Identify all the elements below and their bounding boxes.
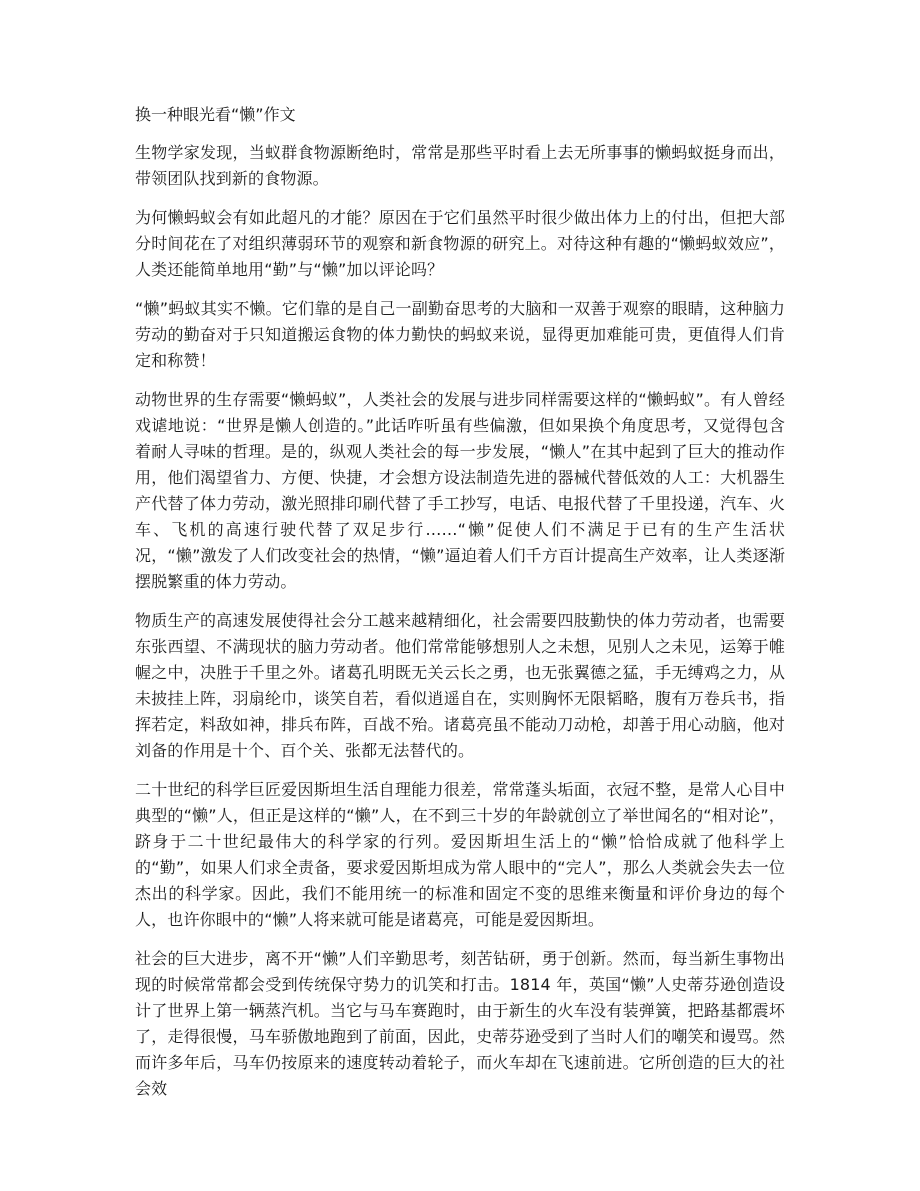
paragraph-7: 社会的巨大进步，离不开“懒”人们辛勤思考，刻苦钻研，勇于创新。然而，每当新生事物出现的时候常常都会受到传统保守势力的讥笑和打击。1814 年，英国“懒”人史蒂芬逊创造设计了世界上第一辆蒸汽机。当它与马车赛跑时，由于新生的火车没有装弹簧，把路基都震坏了，走得很慢，马车骄傲地跑到了前面，因此，史蒂芬逊受到了当时人们的嘲笑和谩骂。然而许多年后，马车仍按原来的速度转动着轮子，而火车却在飞速前进。它所创造的巨大的社会效 [135, 949, 785, 1098]
paragraph-2: 为何懒蚂蚁会有如此超凡的才能？原因在于它们虽然平时很少做出体力上的付出，但把大部分时间花在了对组织薄弱环节的观察和新食物源的研究上。对待这种有趣的“懒蚂蚁效应”，人类还能简单地用“勤”与“懒”加以评论吗？ [135, 208, 785, 279]
paragraph-4: 动物世界的生存需要“懒蚂蚁”，人类社会的发展与进步同样需要这样的“懒蚂蚁”。有人曾经戏谑地说：“世界是懒人创造的。”此话咋听虽有些偏激，但如果换个角度思考，又觉得包含着耐人寻味的哲理。是的，纵观人类社会的每一步发展，“懒人”在其中起到了巨大的推动作用，他们渴望省力、方便、快捷，才会想方设法制造先进的器械代替低效的人工：大机器生产代替了体力劳动，激光照排印刷代替了手工抄写，电话、电报代替了千里投递，汽车、火车、飞机的高速行驶代替了双足步行……“懒”促使人们不满足于已有的生产生活状况，“懒”激发了人们改变社会的热情，“懒”逼迫着人们千方百计提高生产效率，让人类逐渐摆脱繁重的体力劳动。 [135, 390, 785, 591]
paragraph-3: “懒”蚂蚁其实不懒。它们靠的是自己一副勤奋思考的大脑和一双善于观察的眼睛，这种脑力劳动的勤奋对于只知道搬运食物的体力勤快的蚂蚁来说，显得更加难能可贵，更值得人们肯定和称赞！ [135, 299, 785, 370]
page-title: 换一种眼光看“懒”作文 [135, 105, 296, 124]
paragraph-6: 二十世纪的科学巨匠爱因斯坦生活自理能力很差，常常蓬头垢面，衣冠不整，是常人心目中典型的“懒”人，但正是这样的“懒”人，在不到三十岁的年龄就创立了举世闻名的“相对论”，跻身于二十世纪最伟大的科学家的行列。爱因斯坦生活上的“懒”恰恰成就了他科学上的“勤”，如果人们求全责备，要求爱因斯坦成为常人眼中的“完人”，那么人类就会失去一位杰出的科学家。因此，我们不能用统一的标准和固定不变的思维来衡量和评价身边的每个人，也许你眼中的“懒”人将来就可能是诸葛亮，可能是爱因斯坦。 [135, 780, 785, 929]
paragraph-5: 物质生产的高速发展使得社会分工越来越精细化，社会需要四肢勤快的体力劳动者，也需要东张西望、不满现状的脑力劳动者。他们常常能够想别人之未想，见别人之未见，运筹于帷幄之中，决胜于千里之外。诸葛孔明既无关云长之勇，也无张翼德之猛，手无缚鸡之力，从未披挂上阵，羽扇纶巾，谈笑自若，看似逍遥自在，实则胸怀无限韬略，腹有万卷兵书，指挥若定，料敌如神，排兵布阵，百战不殆。诸葛亮虽不能动刀动枪，却善于用心动脑，他对刘备的作用是十个、百个关、张都无法替代的。 [135, 611, 785, 760]
document-page [135, 98, 785, 1115]
paragraph-1: 生物学家发现，当蚁群食物源断绝时，常常是那些平时看上去无所事事的懒蚂蚁挺身而出，带领团队找到新的食物源。 [135, 143, 785, 188]
